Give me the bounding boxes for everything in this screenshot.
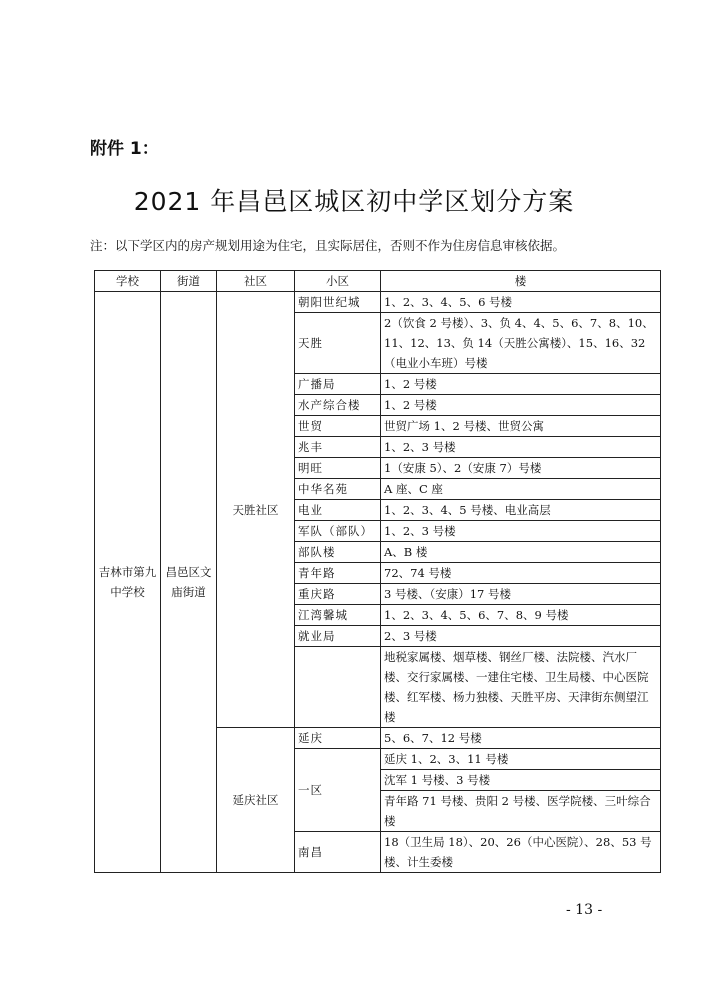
subdistrict-cell: 中华名苑 xyxy=(295,479,381,500)
building-cell: 1、2、3、4、5、6、7、8、9 号楼 xyxy=(381,605,661,626)
header-school: 学校 xyxy=(95,271,161,292)
building-cell: 3 号楼、（安康）17 号楼 xyxy=(381,584,661,605)
subdistrict-cell: 部队楼 xyxy=(295,542,381,563)
building-cell: 沈军 1 号楼、3 号楼 xyxy=(381,770,661,791)
subdistrict-cell: 南昌 xyxy=(295,832,381,873)
attachment-label: 附件 1： xyxy=(90,139,159,159)
community-yanqing: 延庆社区 xyxy=(217,728,295,873)
header-street: 街道 xyxy=(161,271,217,292)
subdistrict-cell: 江湾馨城 xyxy=(295,605,381,626)
subdistrict-cell: 明旺 xyxy=(295,458,381,479)
building-cell: 延庆 1、2、3、11 号楼 xyxy=(381,749,661,770)
subdistrict-cell xyxy=(295,647,381,728)
page-number: - 13 - xyxy=(566,902,603,918)
building-cell: A、B 楼 xyxy=(381,542,661,563)
building-cell: 世贸广场 1、2 号楼、世贸公寓 xyxy=(381,416,661,437)
note-text: 注：以下学区内的房产规划用途为住宅，且实际居住，否则不作为住房信息审核依据。 xyxy=(90,238,566,253)
building-cell: 2（饮食 2 号楼）、3、负 4、4、5、6、7、8、10、11、12、13、负 14（天胜公寓楼）、15、16、32（电业小车班）号楼 xyxy=(381,313,661,374)
subdistrict-cell: 电业 xyxy=(295,500,381,521)
subdistrict-cell: 朝阳世纪城 xyxy=(295,292,381,313)
building-cell: 地税家属楼、烟草楼、钢丝厂楼、法院楼、汽水厂楼、交行家属楼、一建住宅楼、卫生局楼、中心医院楼、红军楼、杨力独楼、天胜平房、天津街东侧望江楼 xyxy=(381,647,661,728)
header-subdistrict: 小区 xyxy=(295,271,381,292)
header-row xyxy=(95,271,661,292)
street-cell: 昌邑区文庙街道 xyxy=(161,292,217,873)
building-cell: 5、6、7、12 号楼 xyxy=(381,728,661,749)
school-cell: 吉林市第九中学校 xyxy=(95,292,161,873)
building-cell: 1（安康 5）、2（安康 7）号楼 xyxy=(381,458,661,479)
building-cell: 1、2 号楼 xyxy=(381,395,661,416)
building-cell: 1、2、3、4、5、6 号楼 xyxy=(381,292,661,313)
subdistrict-cell: 兆丰 xyxy=(295,437,381,458)
subdistrict-cell: 广播局 xyxy=(295,374,381,395)
table-row xyxy=(95,292,661,313)
subdistrict-cell: 重庆路 xyxy=(295,584,381,605)
building-cell: A 座、C 座 xyxy=(381,479,661,500)
building-cell: 1、2 号楼 xyxy=(381,374,661,395)
header-building: 楼 xyxy=(381,271,661,292)
subdistrict-cell: 延庆 xyxy=(295,728,381,749)
header-community: 社区 xyxy=(217,271,295,292)
subdistrict-cell: 就业局 xyxy=(295,626,381,647)
building-cell: 18（卫生局 18）、20、26（中心医院）、28、53 号楼、计生委楼 xyxy=(381,832,661,873)
subdistrict-cell: 天胜 xyxy=(295,313,381,374)
building-cell: 1、2、3 号楼 xyxy=(381,521,661,542)
district-table xyxy=(94,270,661,873)
building-cell: 青年路 71 号楼、贵阳 2 号楼、医学院楼、三叶综合楼 xyxy=(381,791,661,832)
building-cell: 72、74 号楼 xyxy=(381,563,661,584)
building-cell: 2、3 号楼 xyxy=(381,626,661,647)
subdistrict-cell: 世贸 xyxy=(295,416,381,437)
building-cell: 1、2、3 号楼 xyxy=(381,437,661,458)
subdistrict-cell: 军队（部队） xyxy=(295,521,381,542)
subdistrict-cell: 青年路 xyxy=(295,563,381,584)
page-title: 2021 年昌邑区城区初中学区划分方案 xyxy=(133,187,575,216)
community-tiansheng: 天胜社区 xyxy=(217,292,295,728)
subdistrict-cell: 水产综合楼 xyxy=(295,395,381,416)
subdistrict-cell: 一区 xyxy=(295,749,381,832)
building-cell: 1、2、3、4、5 号楼、电业高层 xyxy=(381,500,661,521)
